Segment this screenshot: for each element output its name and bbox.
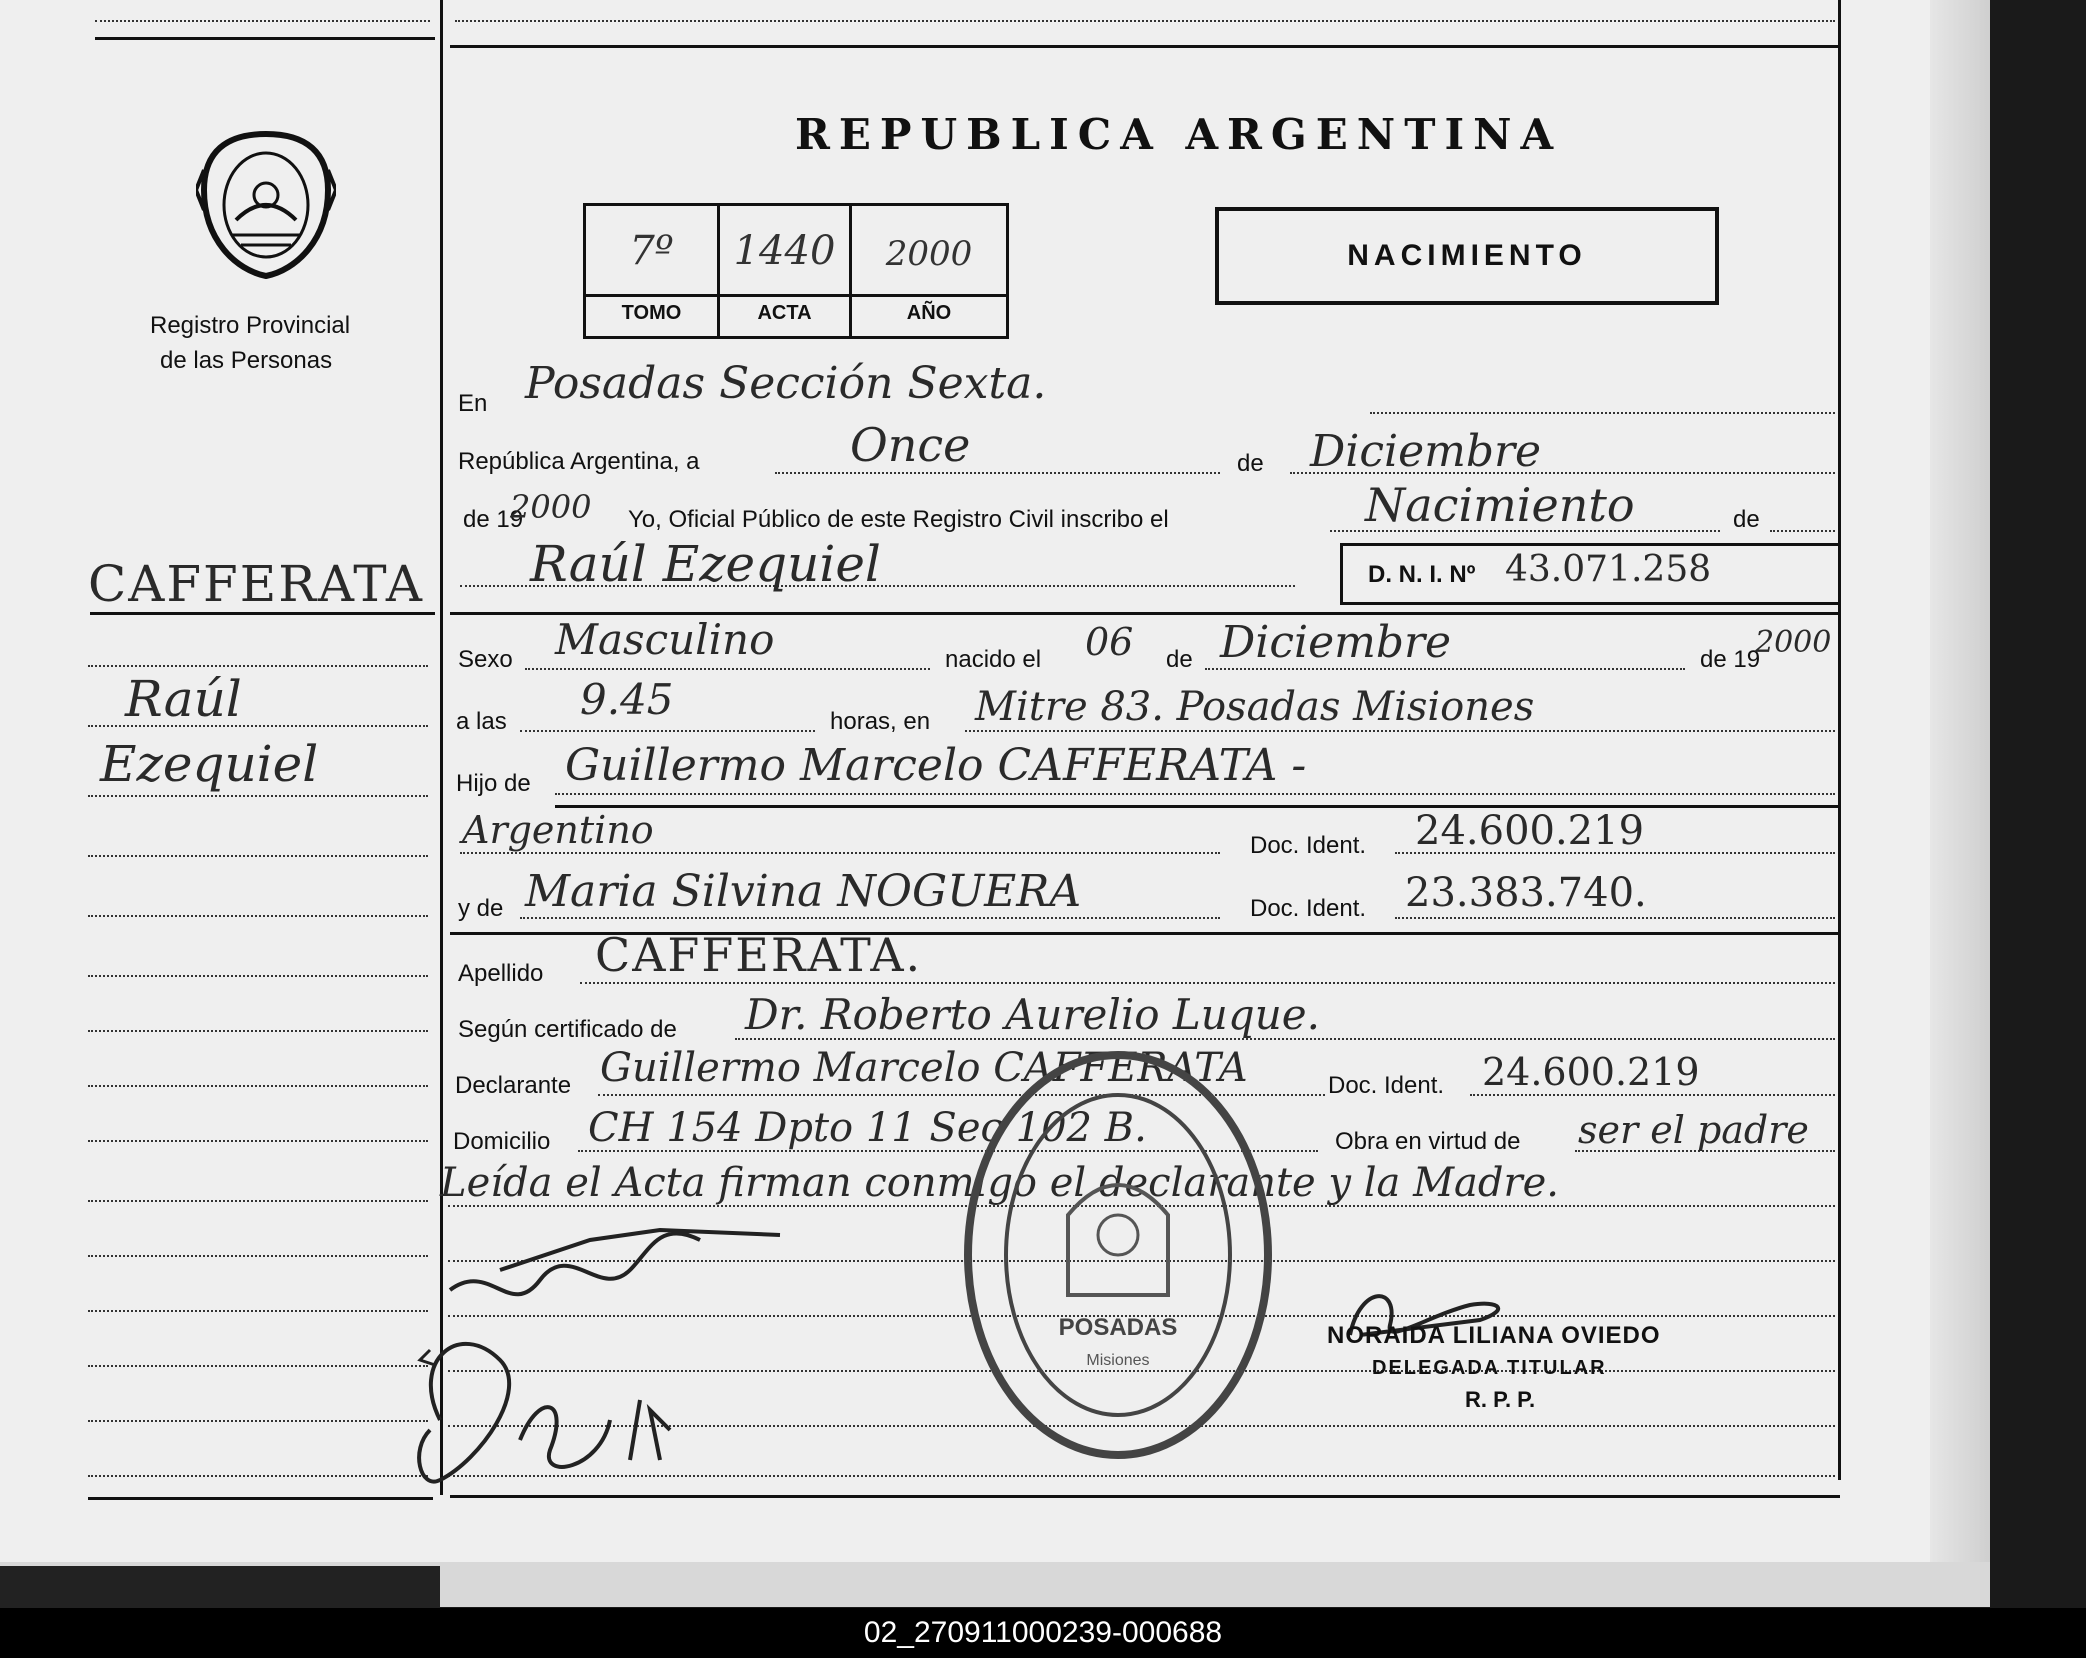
child-name-value: Raúl Ezequiel: [530, 535, 881, 593]
record-type-box: NACIMIENTO: [1215, 207, 1719, 305]
stamp-small-text: Misiones: [1086, 1352, 1150, 1369]
signature-marks-icon: [400, 1200, 800, 1500]
stamp-city: POSADAS: [1058, 1314, 1178, 1341]
birth-year-value: 2000: [1755, 625, 1832, 660]
y-de-label: y de: [458, 895, 504, 922]
sexo-value: Masculino: [555, 615, 775, 664]
margin-dotted-line: [95, 20, 430, 22]
ano-cell: [852, 206, 1009, 336]
father-nationality-value: Argentino: [462, 808, 654, 852]
margin-line: [88, 1030, 428, 1032]
margin-line: [88, 855, 428, 857]
margin-line: [88, 1200, 428, 1202]
place-value: Posadas Sección Sexta.: [525, 358, 1047, 409]
margin-line: [88, 1365, 428, 1367]
de-label-3: de: [1166, 646, 1193, 673]
dotted-line: [1370, 412, 1835, 414]
dotted-line: [1395, 917, 1835, 919]
margin-line: [88, 975, 428, 977]
de-label: de: [1237, 450, 1264, 477]
sexo-label: Sexo: [458, 646, 513, 673]
hijo-label: Hijo de: [456, 770, 531, 797]
top-dotted-line: [455, 20, 1835, 22]
dni-label: D. N. I. Nº: [1368, 561, 1476, 588]
official-stamp-icon: [958, 1045, 1278, 1465]
dotted-line: [1470, 1094, 1835, 1096]
margin-name-1: Raúl: [125, 670, 242, 728]
year-value: 2000: [510, 488, 592, 526]
birth-month-value: Diciembre: [1220, 617, 1452, 668]
inscribo-text: Yo, Oficial Público de este Registro Civil inscribo el: [628, 506, 1169, 533]
margin-line: [88, 1140, 428, 1142]
binder-shadow: [0, 1566, 440, 1608]
acta-label: ACTA: [757, 302, 812, 324]
birth-time-value: 9.45: [580, 675, 674, 724]
father-doc-value: 24.600.219: [1415, 808, 1645, 854]
tomo-label: TOMO: [621, 302, 682, 324]
dotted-line: [775, 472, 1220, 474]
registry-line-2: de las Personas: [160, 347, 333, 374]
registry-line-1: Registro Provincial: [150, 312, 351, 339]
apellido-label: Apellido: [458, 960, 544, 987]
father-doc-label: Doc. Ident.: [1250, 832, 1367, 859]
dotted-line: [520, 730, 815, 732]
closing-statement: Leída el Acta firman conmigo el declarante y la Madre.: [440, 1160, 1560, 1206]
obra-label: Obra en virtud de: [1335, 1128, 1521, 1155]
obra-value: ser el padre: [1578, 1108, 1809, 1152]
nacido-label: nacido el: [945, 646, 1042, 673]
section-rule-2: [555, 805, 1840, 808]
dotted-line: [555, 793, 1835, 795]
image-caption: 02_270911000239-000688: [0, 1608, 2086, 1658]
margin-line: [88, 1420, 428, 1422]
province-seal-icon: [196, 130, 336, 280]
birth-day-value: 06: [1085, 620, 1134, 664]
mother-doc-label: Doc. Ident.: [1250, 895, 1367, 922]
margin-top-rule: [95, 37, 435, 40]
day-value: Once: [850, 418, 971, 472]
a-las-label: a las: [456, 708, 507, 735]
official-title: DELEGADA TITULAR: [1372, 1357, 1607, 1379]
top-rule: [450, 45, 1840, 48]
tomo-value: 7º: [629, 228, 674, 274]
dni-value: 43.071.258: [1505, 549, 1712, 590]
page-edge: [1930, 0, 1990, 1566]
margin-surname: CAFFERATA: [88, 555, 424, 613]
dotted-line: [520, 917, 1220, 919]
official-org: R. P. P.: [1465, 1387, 1536, 1412]
acta-cell: [720, 206, 852, 336]
acta-value: 1440: [733, 228, 836, 274]
certificado-label: Según certificado de: [458, 1016, 677, 1043]
dotted-line: [460, 852, 1220, 854]
margin-line: [88, 1255, 428, 1257]
month-value: Diciembre: [1310, 426, 1542, 477]
margin-name-2: Ezequiel: [100, 735, 319, 793]
ano-label: AÑO: [906, 302, 952, 324]
record-number-box: [583, 203, 1009, 339]
margin-line: [88, 1085, 428, 1087]
official-name: NORAIDA LILIANA OVIEDO: [1327, 1322, 1661, 1349]
dotted-line: [1205, 668, 1685, 670]
en-label: En: [458, 390, 488, 417]
dni-box: [1340, 543, 1841, 605]
apellido-value: CAFFERATA.: [595, 928, 923, 982]
dotted-line: [580, 982, 1835, 984]
margin-bottom-rule: [88, 1497, 433, 1500]
margin-line: [88, 795, 428, 797]
margin-line: [88, 1475, 428, 1477]
dotted-line: [525, 668, 930, 670]
tomo-cell: [586, 206, 720, 336]
de-19-label: de 19: [463, 506, 524, 533]
ano-value: 2000: [885, 234, 973, 274]
certificado-value: Dr. Roberto Aurelio Luque.: [745, 990, 1320, 1039]
domicilio-value: CH 154 Dpto 11 Sec 102 B.: [588, 1105, 1147, 1151]
acto-value: Nacimiento: [1365, 478, 1635, 532]
mother-value: Maria Silvina NOGUERA: [525, 866, 1082, 917]
margin-line: [88, 915, 428, 917]
birth-place-value: Mitre 83. Posadas Misiones: [975, 684, 1535, 730]
mother-doc-value: 23.383.740.: [1405, 870, 1647, 916]
horas-label: horas, en: [830, 708, 931, 735]
declarante-doc-label: Doc. Ident.: [1328, 1072, 1445, 1099]
declarante-label: Declarante: [455, 1072, 572, 1099]
father-value: Guillermo Marcelo CAFFERATA -: [565, 740, 1307, 791]
declarante-value: Guillermo Marcelo CAFFERATA: [600, 1045, 1248, 1091]
record-box-separator: [586, 294, 1006, 297]
de-19-label-2: de 19: [1700, 646, 1761, 673]
dotted-line: [965, 730, 1835, 732]
republica-label: República Argentina, a: [458, 448, 700, 475]
margin-line: [88, 665, 428, 667]
document-title: REPUBLICA ARGENTINA: [795, 110, 1563, 159]
dotted-line: [1770, 530, 1835, 532]
domicilio-label: Domicilio: [453, 1128, 551, 1155]
de-label-2: de: [1733, 506, 1760, 533]
right-border: [1838, 0, 1841, 1480]
declarante-doc-value: 24.600.219: [1482, 1050, 1700, 1094]
margin-line: [88, 1310, 428, 1312]
